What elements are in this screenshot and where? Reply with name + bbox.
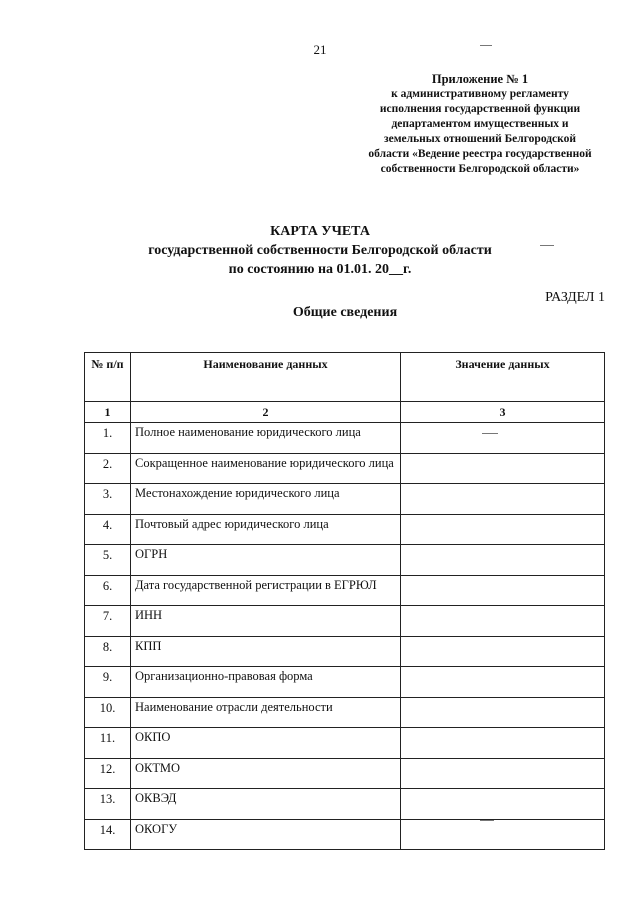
row-value[interactable] <box>401 484 605 515</box>
header-data-name: Наименование данных <box>131 353 401 402</box>
appendix-line: земельных отношений Белгородской <box>383 133 577 145</box>
row-label: Организационно-правовая форма <box>131 667 401 698</box>
appendix-line: собственности Белгородской области» <box>380 163 580 175</box>
column-number: 3 <box>401 402 605 423</box>
general-info-table <box>84 352 605 850</box>
row-label: Полное наименование юридического лица <box>131 423 401 454</box>
row-number: 9. <box>85 667 131 698</box>
table-row <box>85 667 605 698</box>
row-label: Сокращенное наименование юридического лица <box>131 453 401 484</box>
table-row <box>85 697 605 728</box>
header-number: № п/п <box>85 353 131 402</box>
row-label: Почтовый адрес юридического лица <box>131 514 401 545</box>
card-heading <box>0 222 640 279</box>
column-number: 2 <box>131 402 401 423</box>
table-row <box>85 606 605 637</box>
row-number: 1. <box>85 423 131 454</box>
scan-speck <box>482 433 498 434</box>
card-date-line: по состоянию на 01.01. 20__г. <box>228 262 412 277</box>
appendix-line: исполнения государственной функции <box>379 103 581 115</box>
row-number: 12. <box>85 758 131 789</box>
row-value[interactable] <box>401 667 605 698</box>
row-label: Местонахождение юридического лица <box>131 484 401 515</box>
table-row <box>85 545 605 576</box>
row-number: 8. <box>85 636 131 667</box>
section-label: РАЗДЕЛ 1 <box>545 290 605 305</box>
row-label: ОГРН <box>131 545 401 576</box>
row-label: ОКОГУ <box>131 819 401 850</box>
row-number: 5. <box>85 545 131 576</box>
card-subtitle: государственной собственности Белгородской области <box>148 243 492 258</box>
header-data-value: Значение данных <box>401 353 605 402</box>
row-number: 2. <box>85 453 131 484</box>
row-label: ОКПО <box>131 728 401 759</box>
table-row <box>85 758 605 789</box>
row-value[interactable] <box>401 453 605 484</box>
row-number: 10. <box>85 697 131 728</box>
column-number-row <box>85 402 605 423</box>
row-value[interactable] <box>401 697 605 728</box>
table-row <box>85 575 605 606</box>
row-value[interactable] <box>401 789 605 820</box>
row-value[interactable] <box>401 636 605 667</box>
scan-speck <box>480 820 494 821</box>
row-value[interactable] <box>401 758 605 789</box>
table-row <box>85 636 605 667</box>
row-label: Наименование отрасли деятельности <box>131 697 401 728</box>
row-value[interactable] <box>401 514 605 545</box>
row-value[interactable] <box>401 423 605 454</box>
table-row <box>85 484 605 515</box>
table-row <box>85 728 605 759</box>
appendix-line: области «Ведение реестра государственной <box>368 148 592 160</box>
table-row <box>85 514 605 545</box>
row-value[interactable] <box>401 819 605 850</box>
table-header-row <box>85 353 605 402</box>
appendix-line: к административному регламенту <box>391 88 569 100</box>
scan-speck <box>540 245 554 246</box>
scan-speck <box>480 45 492 46</box>
card-title: КАРТА УЧЕТА <box>270 224 370 239</box>
table-row <box>85 789 605 820</box>
row-value[interactable] <box>401 575 605 606</box>
row-number: 7. <box>85 606 131 637</box>
column-number: 1 <box>85 402 131 423</box>
row-value[interactable] <box>401 728 605 759</box>
appendix-line: департаментом имущественных и <box>391 118 569 130</box>
row-label: ОКВЭД <box>131 789 401 820</box>
row-value[interactable] <box>401 606 605 637</box>
row-number: 13. <box>85 789 131 820</box>
row-value[interactable] <box>401 545 605 576</box>
appendix-block <box>330 72 630 177</box>
row-number: 6. <box>85 575 131 606</box>
table-row <box>85 453 605 484</box>
row-label: ИНН <box>131 606 401 637</box>
row-number: 4. <box>85 514 131 545</box>
row-label: ОКТМО <box>131 758 401 789</box>
row-number: 14. <box>85 819 131 850</box>
row-label: Дата государственной регистрации в ЕГРЮЛ <box>131 575 401 606</box>
table-row <box>85 423 605 454</box>
table-row <box>85 819 605 850</box>
row-label: КПП <box>131 636 401 667</box>
appendix-title: Приложение № 1 <box>431 72 529 86</box>
row-number: 11. <box>85 728 131 759</box>
section-title: Общие сведения <box>292 305 398 320</box>
row-number: 3. <box>85 484 131 515</box>
page-number: 21 <box>313 42 327 57</box>
